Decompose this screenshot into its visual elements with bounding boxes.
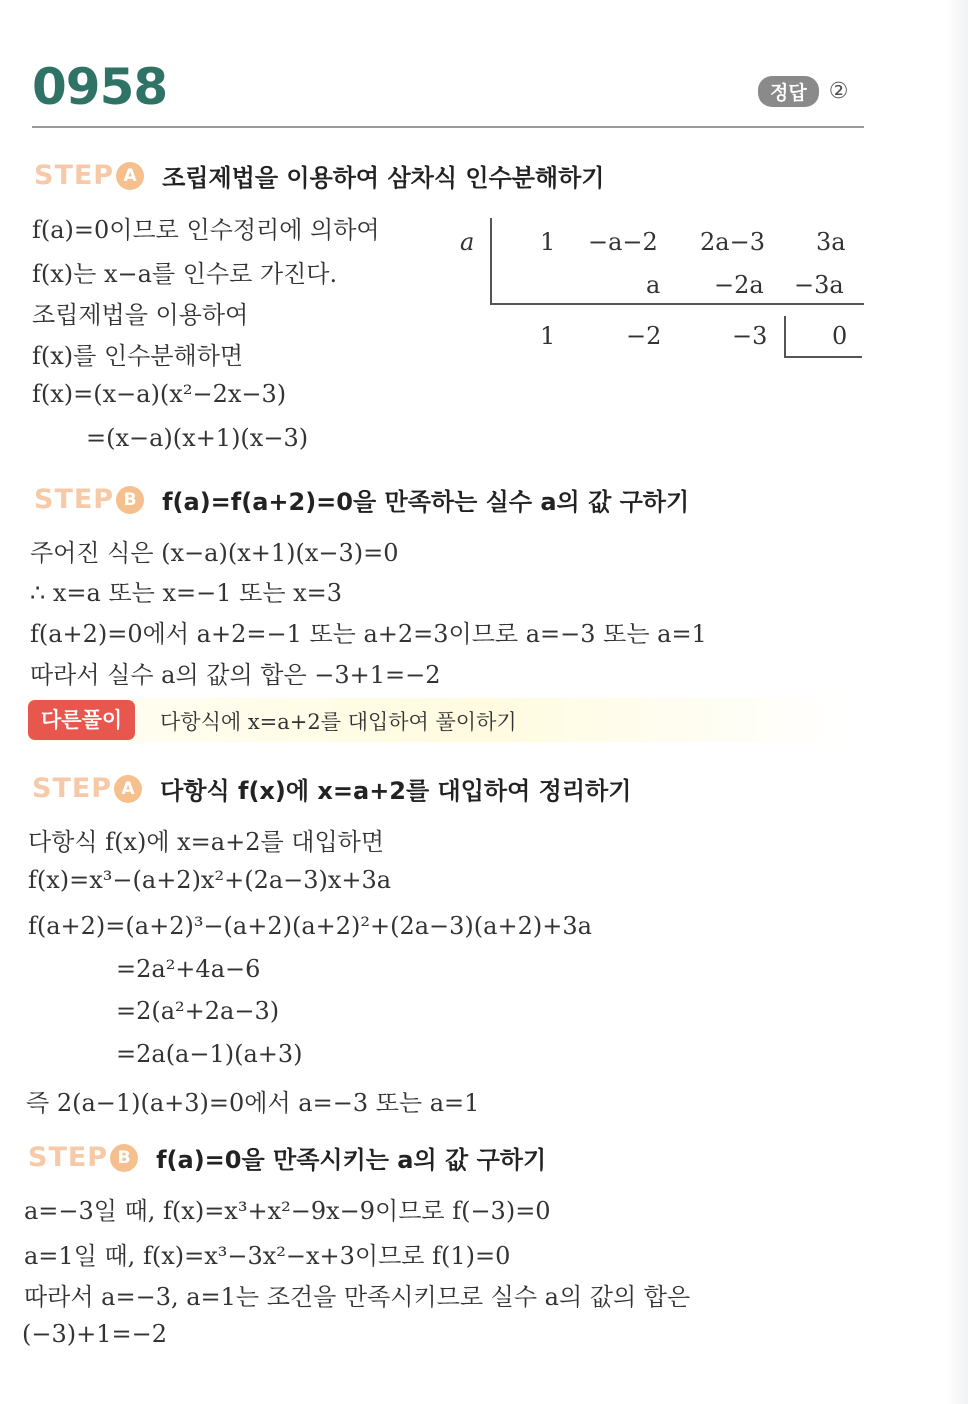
problem-number: 0958	[32, 58, 168, 116]
solution-line: f(x)는 x−a를 인수로 가진다.	[32, 260, 338, 288]
solution-line: 즉 2(a−1)(a+3)=0에서 a=−3 또는 a=1	[26, 1089, 480, 1117]
step-header-b	[34, 482, 689, 517]
table-cell: −3	[732, 322, 768, 350]
table-divider-horizontal	[490, 303, 864, 305]
solution-line: 다항식 f(x)에 x=a+2를 대입하면	[28, 828, 385, 856]
table-divider-vertical	[490, 218, 492, 304]
header-divider	[32, 126, 864, 128]
step-letter-badge: B	[116, 486, 144, 514]
table-cell: 1	[540, 322, 556, 350]
step-letter-badge: A	[114, 775, 142, 803]
solution-line: a=−3일 때, f(x)=x³+x²−9x−9이므로 f(−3)=0	[24, 1197, 551, 1225]
remainder-box-left	[784, 316, 786, 358]
solution-line: 조립제법을 이용하여	[32, 301, 249, 329]
solution-line: =2a²+4a−6	[116, 955, 261, 983]
step-title: f(a)=f(a+2)=0을 만족하는 실수 a의 값 구하기	[162, 488, 690, 516]
alternative-badge: 다른풀이	[28, 700, 135, 740]
step-title: 다항식 f(x)에 x=a+2를 대입하여 정리하기	[160, 777, 632, 805]
step-label: STEP	[32, 773, 113, 804]
remainder-box-bottom	[784, 356, 862, 358]
step-title: f(a)=0을 만족시키는 a의 값 구하기	[156, 1146, 547, 1174]
solution-line: f(x)=(x−a)(x²−2x−3)	[32, 380, 287, 408]
table-cell: a	[646, 271, 661, 299]
step-header-b	[28, 1140, 546, 1175]
answer-area	[758, 76, 848, 107]
solution-line: f(x)=x³−(a+2)x²+(2a−3)x+3a	[28, 866, 392, 894]
table-cell: 2a−3	[700, 228, 765, 256]
step-letter-badge: B	[110, 1144, 138, 1172]
table-cell: 1	[540, 228, 556, 256]
step-header-a	[34, 158, 605, 193]
divisor: a	[460, 228, 475, 256]
step-label: STEP	[28, 1142, 109, 1173]
solution-line: 따라서 a=−3, a=1는 조건을 만족시키므로 실수 a의 값의 합은	[24, 1283, 691, 1311]
solution-line: (−3)+1=−2	[22, 1320, 167, 1348]
solution-line: f(x)를 인수분해하면	[32, 342, 244, 370]
solution-line: =2(a²+2a−3)	[116, 997, 280, 1025]
alternative-text: 다항식에 x=a+2를 대입하여 풀이하기	[160, 710, 517, 734]
step-title: 조립제법을 이용하여 삼차식 인수분해하기	[162, 164, 605, 192]
solution-line: 따라서 실수 a의 값의 합은 −3+1=−2	[30, 661, 441, 689]
answer-badge: 정답	[758, 76, 819, 107]
solution-line: =2a(a−1)(a+3)	[116, 1040, 303, 1068]
table-cell: −2a	[714, 271, 764, 299]
solution-line: a=1일 때, f(x)=x³−3x²−x+3이므로 f(1)=0	[24, 1242, 511, 1270]
solution-line: ∴ x=a 또는 x=−1 또는 x=3	[30, 579, 343, 607]
solution-line: f(a)=0이므로 인수정리에 의하여	[32, 216, 380, 244]
table-cell: −2	[626, 322, 662, 350]
table-cell: −a−2	[588, 228, 658, 256]
page-edge-shadow	[946, 0, 968, 1404]
table-cell: −3a	[794, 271, 844, 299]
step-letter-badge: A	[116, 162, 144, 190]
solution-line: f(a+2)=(a+2)³−(a+2)(a+2)²+(2a−3)(a+2)+3a	[28, 912, 592, 940]
solution-line: 주어진 식은 (x−a)(x+1)(x−3)=0	[30, 539, 399, 567]
answer-value: ②	[828, 79, 849, 104]
solution-line: =(x−a)(x+1)(x−3)	[86, 424, 309, 452]
solution-line: f(a+2)=0에서 a+2=−1 또는 a+2=3이므로 a=−3 또는 a=1	[30, 620, 707, 648]
alternative-solution-bar	[28, 698, 858, 742]
table-cell: 3a	[816, 228, 846, 256]
step-label: STEP	[34, 484, 115, 515]
step-header-a	[32, 771, 631, 806]
remainder-cell: 0	[832, 322, 848, 350]
step-label: STEP	[34, 160, 115, 191]
